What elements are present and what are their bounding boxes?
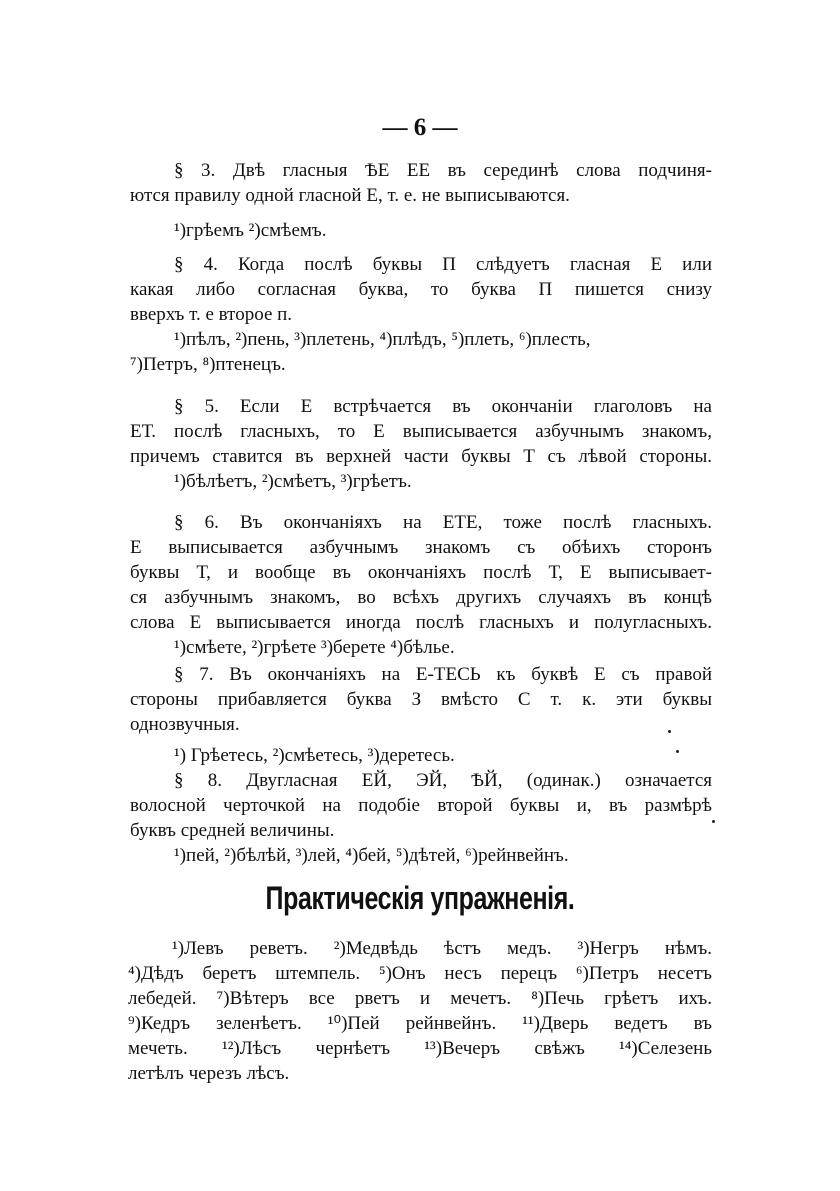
- section-line: § 4. Когда послѣ буквы П слѣдуетъ гласная Е или: [174, 254, 712, 275]
- section-line: § 6. Въ окончаніяхъ на ЕТЕ, тоже послѣ гласныхъ.: [174, 512, 712, 533]
- section-line: § 7. Въ окончаніяхъ на Е-ТЕСЬ къ буквѣ Е съ правой: [174, 664, 712, 685]
- section-line: § 3. Двѣ гласныя ѢЕ ЕЕ въ серединѣ слова подчиня-: [174, 160, 712, 181]
- section-example: ¹)пѣлъ, ²)пень, ³)плетень, ⁴)плѣдъ, ⁵)плеть, ⁶)плесть,: [174, 329, 591, 350]
- print-speck: [668, 730, 671, 733]
- section-line: вверхъ т. е второе п.: [130, 304, 293, 325]
- section-example-continued: ⁷)Петръ, ⁸)птенецъ.: [130, 354, 286, 375]
- exercise-line: летѣлъ черезъ лѣсъ.: [128, 1063, 290, 1084]
- section-6: [130, 510, 712, 660]
- page-number: — 6 —: [382, 114, 458, 141]
- exercise-line: мечеть. ¹²)Лѣсъ чернѣетъ ¹³)Вечеръ свѣжъ ¹⁴)Селезень: [128, 1038, 712, 1059]
- section-example: ¹)пей, ²)бѣлѣй, ³)лей, ⁴)бей, ⁵)дѣтей, ⁶)рейнвейнъ.: [174, 845, 569, 866]
- section-4: [130, 252, 712, 377]
- section-line: ются правилу одной гласной Е, т. е. не выписываются.: [130, 185, 570, 206]
- section-line: буквы Т, и вообще въ окончаніяхъ послѣ Т, Е выписывает-: [130, 562, 712, 583]
- section-8: [130, 768, 712, 868]
- exercise-line: ⁴)Дѣдъ беретъ штемпель. ⁵)Онъ несъ перецъ ⁶)Петръ несетъ: [128, 963, 712, 984]
- print-speck: [676, 750, 679, 753]
- exercises-heading: Практическія упражненія.: [265, 880, 575, 916]
- section-line: причемъ ставится въ верхней части буквы Т съ лѣвой стороны.: [130, 446, 712, 467]
- section-5: [130, 394, 712, 494]
- exercise-line: ¹)Левъ реветъ. ²)Медвѣдь ѣстъ медъ. ³)Негръ нѣмъ.: [172, 938, 712, 959]
- section-line: ся азбучнымъ знакомъ, во всѣхъ другихъ случаяхъ въ концѣ: [130, 587, 712, 608]
- section-line: однозвучныя.: [130, 714, 240, 735]
- section-line: § 8. Двугласная ЕЙ, ЭЙ, ѢЙ, (одинак.) означается: [174, 770, 712, 791]
- section-line: слова Е выписывается иногда послѣ гласныхъ и полугласныхъ.: [130, 612, 712, 633]
- exercise-line: ⁹)Кедръ зеленѣетъ. ¹⁰)Пей рейнвейнъ. ¹¹)Дверь ведетъ въ: [128, 1013, 712, 1034]
- section-line: Е выписывается азбучнымъ знакомъ съ обѣихъ сторонъ: [130, 537, 712, 558]
- section-line: буквъ средней величины.: [130, 820, 335, 841]
- section-line: ЕТ. послѣ гласныхъ, то Е выписывается азбучнымъ знакомъ,: [130, 421, 712, 442]
- section-line: какая либо согласная буква, то буква П пишется снизу: [130, 279, 712, 300]
- section-3: [130, 158, 712, 243]
- section-7: [130, 662, 712, 768]
- section-example: ¹)смѣете, ²)грѣете ³)берете ⁴)бѣлье.: [174, 637, 455, 658]
- section-line: § 5. Если Е встрѣчается въ окончаніи глаголовъ на: [174, 396, 712, 417]
- section-line: стороны прибавляется буква З вмѣсто С т. к. эти буквы: [130, 689, 712, 710]
- exercise-line: лебедей. ⁷)Вѣтеръ все рветъ и мечетъ. ⁸)Печь грѣетъ ихъ.: [128, 988, 712, 1009]
- section-line: волосной черточкой на подобіе второй буквы и, въ размѣрѣ: [130, 795, 712, 816]
- exercises-body: [128, 936, 712, 1086]
- section-example: ¹)грѣемъ ²)смѣемъ.: [174, 220, 327, 241]
- section-example: ¹) Грѣетесь, ²)смѣетесь, ³)деретесь.: [174, 745, 455, 766]
- print-speck: [712, 820, 715, 823]
- section-example: ¹)бѣлѣетъ, ²)смѣетъ, ³)грѣетъ.: [174, 471, 412, 492]
